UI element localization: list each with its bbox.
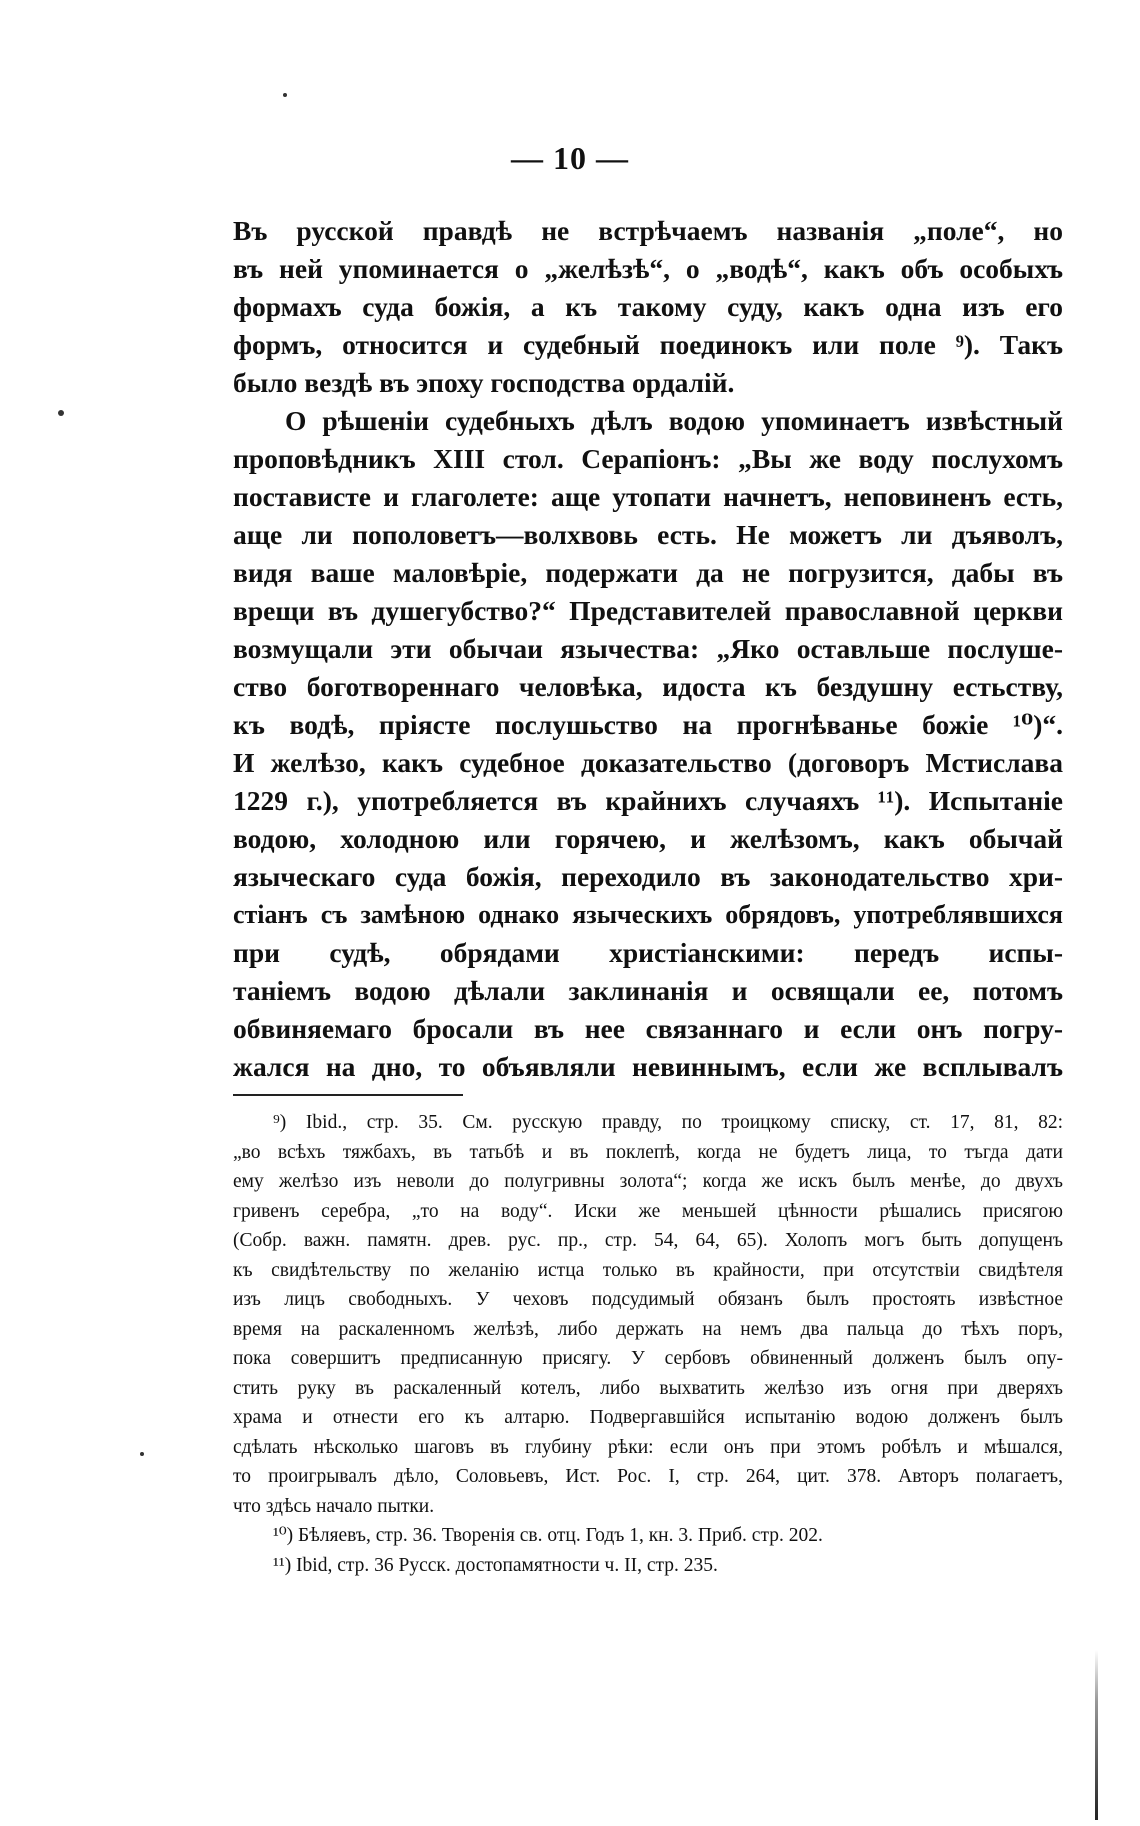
body-line: обвиняемаго бросали въ нее связаннаго и если онъ погру- [233, 1013, 1063, 1044]
paper-speck [58, 410, 64, 416]
body-line: постависте и глаголете: аще утопати начнетъ, неповиненъ есть, [233, 481, 1063, 512]
body-line: жался на дно, то объявляли невиннымъ, если же всплывалъ [233, 1051, 1063, 1082]
body-line: въ ней упоминается о „желѣзѣ“, о „водѣ“, какъ объ особыхъ [233, 253, 1063, 284]
body-line: при судѣ, обрядами христіанскими: передъ испы- [233, 937, 1063, 968]
body-line: было вездѣ въ эпоху господства ордалій. [233, 367, 735, 398]
paper-speck [140, 1452, 144, 1456]
footnote-9-line: къ свидѣтельству по желанію истца только въ крайности, при отсутствіи свидѣтеля [233, 1259, 1063, 1281]
footnotes [233, 1108, 1063, 1580]
footnote-9-line: изъ лицъ свободныхъ. У чеховъ подсудимый обязанъ былъ простоять извѣстное [233, 1289, 1063, 1310]
body-line: видя ваше маловѣріе, подержати да не погрузится, дабы въ [233, 557, 1063, 588]
body-line: къ водѣ, пріясте послушьство на прогнѣванье божіе ¹⁰)“. [233, 709, 1063, 740]
body-line: врещи въ душегубство?“ Представителей православной церкви [233, 595, 1063, 626]
body-line: проповѣдникъ XIII стол. Серапіонъ: „Вы же воду послухомъ [233, 443, 1063, 474]
body-line: стіанъ съ замѣною однако языческихъ обрядовъ, употреблявшихся [233, 900, 1063, 929]
body-line: формъ, относится и судебный поединокъ или поле ⁹). Такъ [233, 329, 1063, 360]
footnote-11: ¹¹) Ibid, стр. 36 Русск. достопамятности ч. II, стр. 235. [273, 1554, 718, 1576]
footnote-9-line: пока совершитъ предписанную присягу. У сербовъ обвиненный долженъ былъ опу- [233, 1348, 1063, 1369]
body-line: языческаго суда божія, переходило въ законодательство хри- [233, 861, 1063, 892]
body-line: О рѣшеніи судебныхъ дѣлъ водою упоминаетъ извѣстный [285, 405, 1063, 436]
body-line: И желѣзо, какъ судебное доказательство (договоръ Мстислава [233, 747, 1063, 778]
body-line: Въ русской правдѣ не встрѣчаемъ названія „поле“, но [233, 215, 1063, 246]
paper-speck [283, 93, 287, 97]
margin-mark [1095, 1650, 1098, 1820]
body-text [233, 212, 1063, 1086]
footnote-9-line: сдѣлать нѣсколько шаговъ въ глубину рѣки: если онъ при этомъ робѣлъ и мѣшался, [233, 1436, 1063, 1458]
body-line: аще ли пополоветъ—волхвовь есть. Не можетъ ли дъяволъ, [233, 519, 1063, 550]
footnote-rule [233, 1094, 463, 1096]
body-line: 1229 г.), употребляется въ крайнихъ случаяхъ ¹¹). Испытаніе [233, 785, 1063, 816]
footnote-9-line: ему желѣзо изъ неволи до полугривны золота“; когда же искъ былъ менѣе, до двухъ [233, 1171, 1063, 1192]
footnote-9-line: храма и отнести его къ алтарю. Подвергавшійся испытанію водою долженъ былъ [233, 1407, 1063, 1428]
body-line: ство боготвореннаго человѣка, идоста къ бездушну естьству, [233, 671, 1063, 702]
footnote-9-line: (Собр. важн. памятн. древ. рус. пр., стр. 54, 64, 65). Холопъ могъ быть допущенъ [233, 1230, 1063, 1251]
footnote-9-line: то проигрывалъ дѣло, Соловьевъ, Ист. Рос. I, стр. 264, цит. 378. Авторъ полагаетъ, [233, 1466, 1063, 1487]
body-line: формахъ суда божія, а къ такому суду, какъ одна изъ его [233, 291, 1063, 322]
body-line: водою, холодною или горячею, и желѣзомъ, какъ обычай [233, 823, 1063, 854]
footnote-9-line: ⁹) Ibid., стр. 35. См. русскую правду, по троицкому списку, ст. 17, 81, 82: [273, 1112, 1063, 1133]
footnote-9-line: „во всѣхъ тяжбахъ, въ татьбѣ и въ поклепѣ, когда не будетъ лица, то тъгда дати [233, 1141, 1063, 1163]
page-number: — 10 — [511, 140, 629, 176]
footnote-9-line: гривенъ серебра, „то на воду“. Иски же меньшей цѣнности рѣшались присягою [233, 1200, 1063, 1222]
footnote-9-line: что здѣсь начало пытки. [233, 1495, 435, 1517]
body-line: возмущали эти обычаи язычества: „Яко оставльше послуше- [233, 633, 1063, 664]
footnote-10: ¹⁰) Бѣляевъ, стр. 36. Творенія св. отц. Годъ 1, кн. 3. Приб. стр. 202. [273, 1525, 823, 1546]
footnote-9-line: время на раскаленномъ желѣзѣ, либо держать на немъ два пальца до тѣхъ поръ, [233, 1318, 1063, 1340]
footnote-9-line: стить руку въ раскаленный котелъ, либо выхватить желѣзо изъ огня при дверяхъ [233, 1377, 1063, 1399]
body-line: таніемъ водою дѣлали заклинанія и освящали ее, потомъ [233, 975, 1063, 1006]
